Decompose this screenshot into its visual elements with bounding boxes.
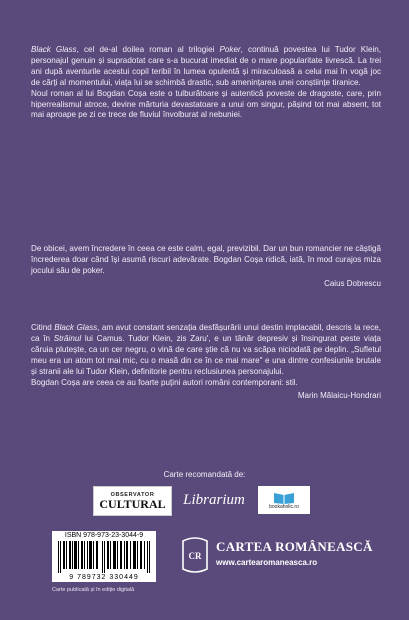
- quote-author: Marin Mălaicu-Hondrari: [297, 391, 381, 400]
- book-description: [31, 45, 381, 121]
- book-icon: [273, 491, 295, 504]
- quote-paragraph: [31, 322, 381, 377]
- publisher-block: [180, 533, 390, 583]
- barcode-digits: 9 789732 330449: [69, 574, 139, 581]
- publisher-logo-icon: [180, 535, 210, 575]
- observator-cultural-logo: [93, 486, 172, 516]
- quote-text: , am avut constant senzația desfășurării unui destin implacabil, descris la rece, ca în: [31, 323, 382, 343]
- bookaholic-logo: [258, 486, 310, 514]
- digital-edition-note: Carte publicată și în ediție digitală: [52, 587, 135, 593]
- review-quote-1: [31, 243, 381, 289]
- svg-text:CR: CR: [188, 551, 202, 561]
- description-text: , cel de-al doilea roman al trilogiei: [76, 45, 220, 54]
- logo-text: OBSERVATOR: [110, 492, 155, 498]
- quote-text: Citind: [31, 323, 55, 332]
- logo-text: bookaholic.ro: [269, 503, 299, 510]
- quote-paragraph: Bogdan Coșa are ceea ce au foarte puțini autori români contemporani: stil.: [31, 378, 298, 387]
- description-paragraph-2: Noul roman al lui Bogdan Coșa este o tulburătoare și autentică poveste de dragoste, care, prin hiperrealismul atroce, devine mărturia devastatoare a unui om singur, pășind tot mai absent, tot mai aproape pe zi ce trece de fluviul învolburat al nebuniei.: [31, 88, 381, 120]
- title-poker: Poker: [219, 45, 241, 54]
- recommended-label: Carte recomandată de:: [163, 470, 246, 479]
- publisher-url: www.cartearomaneasca.ro: [216, 558, 318, 567]
- quote-text: lui Camus. Tudor Klein, zis Zaru', e un tânăr depresiv și însingurat peste viața căruia plutește, ca un cer negru, o vină de care știe că nu va scăpa niciodată pe deplin. „Sufletul meu era un atom tot mai mic, cu o masă din ce în ce mai mare" e una dintre confesiunile brutale și stranii ale lui Tudor Klein, definitorie pentru reclusiunea personajului.: [31, 334, 381, 376]
- title-black-glass: Black Glass: [31, 45, 77, 54]
- title-strainul: Străinul: [53, 334, 82, 343]
- logo-text: CULTURAL: [99, 497, 166, 511]
- title-black-glass: Black Glass: [54, 323, 98, 332]
- publisher-name: CARTEA ROMÂNEASCĂ: [216, 539, 373, 554]
- quote-text: De obicei, avem încredere în ceea ce este calm, egal, previzibil. Dar un bun romancier ne câștigă încrederea doar când își asumă riscuri adevărate. Bogdan Coșa ridică, iată, în mod curajos miza jocului său de poker.: [31, 244, 381, 275]
- isbn-label: ISBN 978-973-23-3044-9: [64, 532, 144, 539]
- barcode-icon: [58, 541, 150, 573]
- librarium-logo: [178, 486, 250, 514]
- isbn-barcode: [52, 531, 156, 582]
- description-text: , continuă povestea lui Tudor Klein, personajul genuin și supradotat care s-a bucurat imediat de o mare popularitate livrescă. La trei ani după aventurile acestui copil teribil în lumea opulentă și miraculoasă a celui mai în vogă joc de cărți al momentului, viața lui se schimbă drastic, sub amenințarea unei conștiințe tiranice.: [31, 45, 381, 87]
- review-quote-2: [31, 322, 381, 401]
- logo-text: Librarium: [183, 491, 245, 508]
- description-paragraph-1: [31, 45, 381, 89]
- quote-author: Caius Dobrescu: [324, 279, 381, 288]
